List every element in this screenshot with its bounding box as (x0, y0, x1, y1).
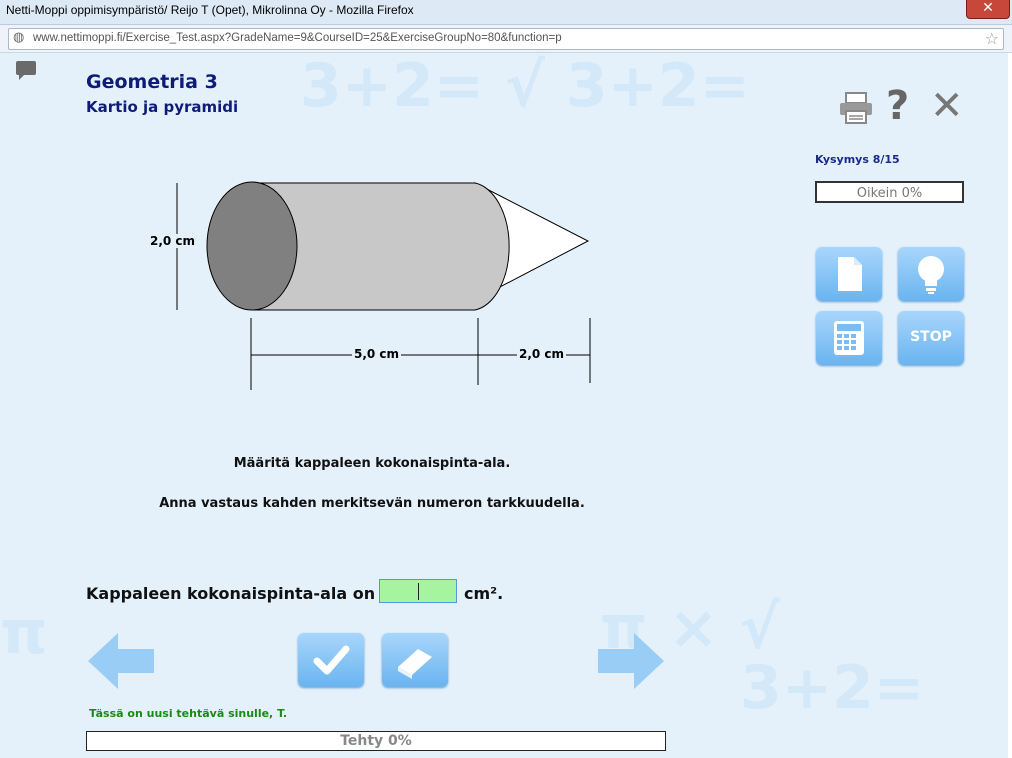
lightbulb-icon (898, 247, 964, 301)
background-decoration: 3+2= (740, 653, 925, 723)
background-decoration: 3+2= √ 3+2= (300, 53, 750, 121)
page-subtitle: Kartio ja pyramidi (86, 98, 239, 116)
answer-unit: cm². (464, 584, 504, 603)
height-label: 2,0 cm (150, 234, 200, 248)
notes-button[interactable] (816, 247, 882, 301)
check-answer-button[interactable] (298, 633, 364, 687)
window-title: Netti-Moppi oppimisympäristö/ Reijo T (Opet), Mikrolinna Oy - Mozilla Firefox (6, 3, 414, 17)
printer-icon[interactable] (838, 91, 874, 125)
page-title: Geometria 3 (86, 71, 218, 93)
clear-answer-button[interactable] (382, 633, 448, 687)
question-line-2: Anna vastaus kahden merkitsevän numeron tarkkuudella. (159, 496, 585, 511)
calculator-icon (816, 311, 882, 365)
stop-button-label: STOP (910, 329, 952, 345)
stop-button[interactable] (898, 311, 964, 365)
feedback-message: Tässä on uusi tehtävä sinulle, T. (89, 707, 288, 720)
hint-button[interactable] (898, 247, 964, 301)
answer-prefix: Kappaleen kokonaispinta-ala on (86, 584, 376, 603)
background-decoration: π × √ (600, 593, 780, 663)
calculator-button[interactable] (816, 311, 882, 365)
correct-percentage-box: Oikein 0% (815, 181, 964, 203)
exercise-page (0, 53, 1008, 758)
globe-icon: ◍ (13, 30, 25, 45)
document-icon (816, 247, 882, 301)
window-close-button[interactable]: ✕ (966, 0, 1010, 19)
close-exercise-icon[interactable]: ✕ (930, 83, 964, 129)
cylinder-face (207, 182, 297, 310)
completion-progress-bar: Tehty 0% (86, 731, 666, 751)
question-counter: Kysymys 8/15 (815, 153, 900, 166)
window-titlebar (0, 0, 1012, 25)
next-arrow-icon[interactable] (596, 631, 666, 691)
previous-arrow-icon[interactable] (86, 631, 156, 691)
address-bar (0, 25, 1012, 53)
url-text: www.nettimoppi.fi/Exercise_Test.aspx?GradeName=9&CourseID=25&ExerciseGroupNo=80&function=p (33, 32, 562, 44)
checkmark-icon (298, 633, 364, 687)
url-field[interactable] (8, 28, 1004, 50)
eraser-icon (382, 633, 448, 687)
chat-icon[interactable] (16, 61, 36, 75)
background-decoration: π (0, 598, 48, 668)
cylinder-length-label: 5,0 cm (354, 347, 400, 361)
question-line-1: Määritä kappaleen kokonaispinta-ala. (233, 456, 511, 471)
cone-length-label: 2,0 cm (519, 347, 565, 361)
bookmark-star-icon[interactable]: ☆ (984, 29, 999, 48)
answer-input[interactable] (379, 579, 457, 603)
text-cursor (418, 583, 419, 600)
help-icon[interactable]: ? (886, 83, 910, 129)
